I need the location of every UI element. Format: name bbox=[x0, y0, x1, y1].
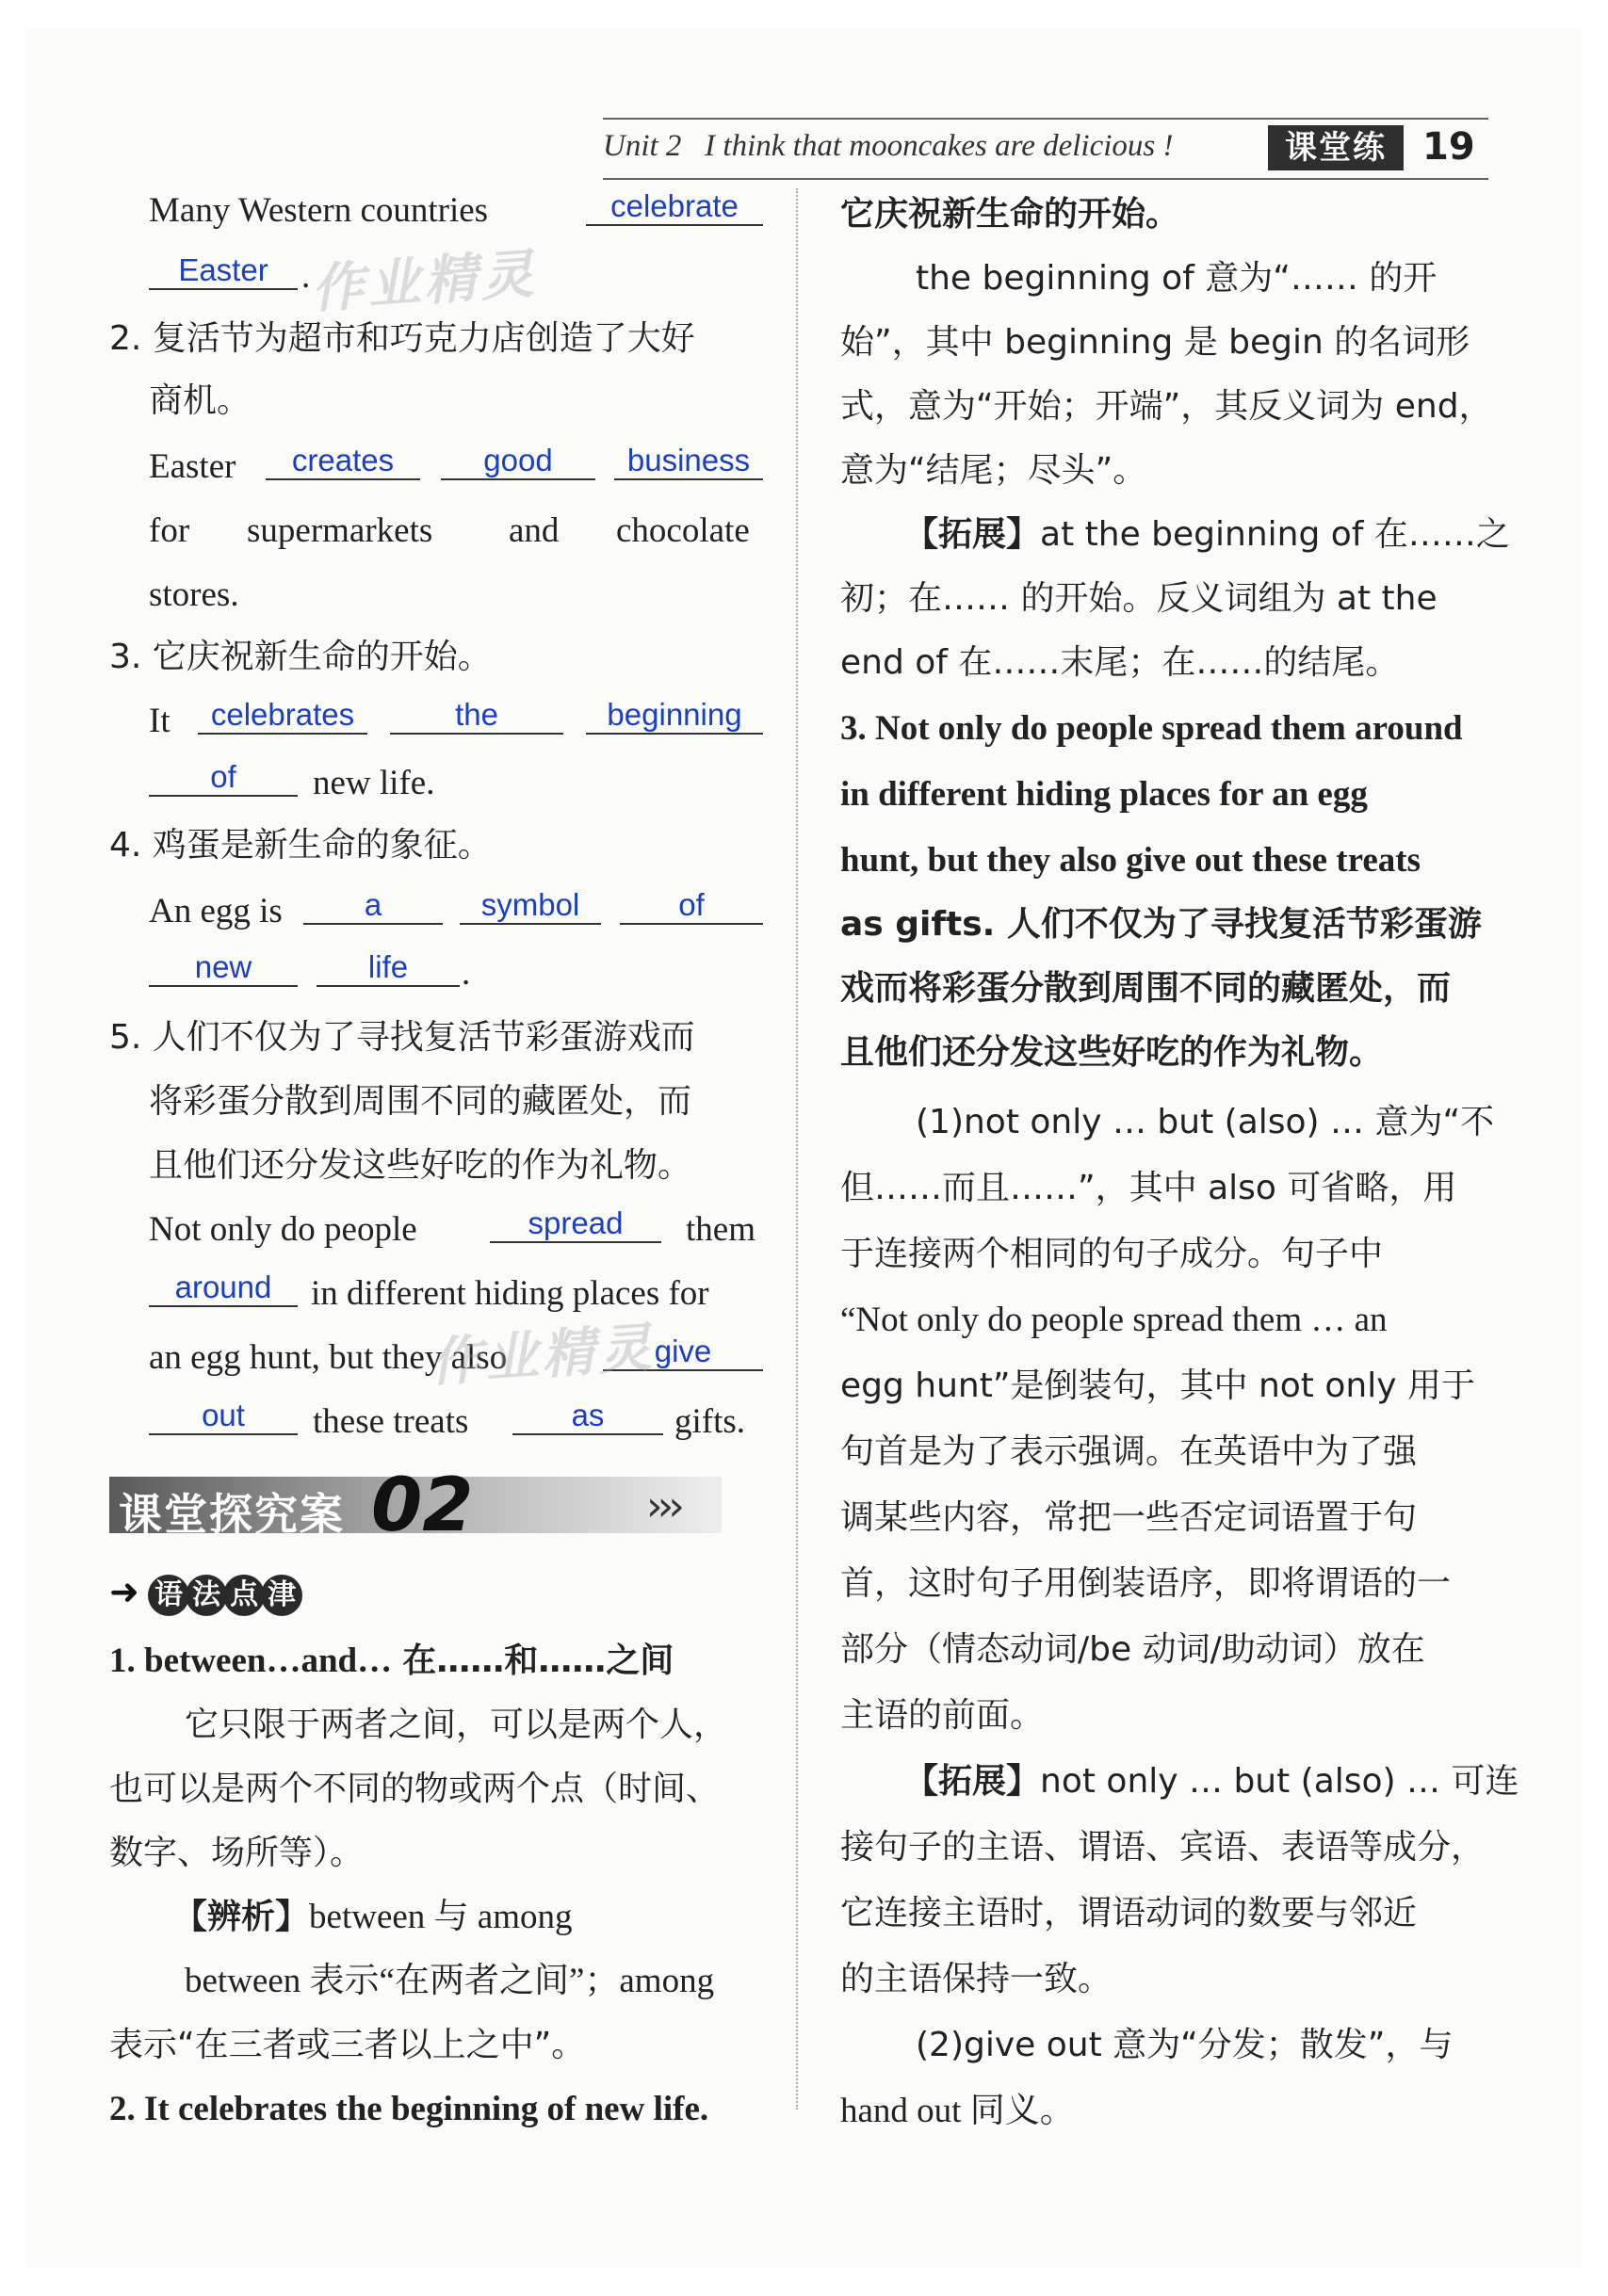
answer-out: out bbox=[149, 1398, 298, 1435]
q5-chinese: 5. 人们不仅为了寻找复活节彩蛋游戏而 bbox=[109, 1018, 695, 1057]
answer-around: around bbox=[149, 1269, 298, 1307]
grammar-1-title bbox=[109, 1641, 674, 1682]
q2-for: for bbox=[149, 511, 190, 550]
right-text: egg hunt”是倒装句，其中 not only 用于 bbox=[840, 1366, 1475, 1405]
watermark-logo: 作业精灵 bbox=[427, 1317, 658, 1395]
q5-different: in different hiding places for bbox=[311, 1274, 709, 1313]
right-text: 但……而且……”，其中 also 可省略，用 bbox=[840, 1169, 1457, 1207]
grammar-char: 法 bbox=[186, 1575, 227, 1616]
answer-easter: Easter bbox=[149, 252, 298, 290]
right-heading: in different hiding places for an egg bbox=[840, 775, 1368, 814]
answer-celebrates: celebrates bbox=[198, 697, 367, 735]
grammar-char: 语 bbox=[148, 1575, 189, 1616]
right-heading: 且他们还分发这些好吃的作为礼物。 bbox=[840, 1033, 1384, 1072]
column-divider bbox=[796, 188, 798, 2110]
answer-symbol: symbol bbox=[460, 887, 601, 925]
q5-gifts: gifts. bbox=[674, 1402, 746, 1441]
extension-label: 【拓展】 bbox=[904, 515, 1041, 554]
q5-chinese-cont: 将彩蛋分散到周围不同的藏匿处，而 bbox=[149, 1082, 692, 1121]
right-text: 它连接主语时，谓语动词的数要与邻近 bbox=[840, 1894, 1418, 1932]
q5-chinese-cont: 且他们还分发这些好吃的作为礼物。 bbox=[149, 1146, 692, 1185]
grammar-char: 点 bbox=[223, 1575, 265, 1616]
right-text: 句首是为了表示强调。在英语中为了强 bbox=[840, 1432, 1418, 1471]
answer-as: as bbox=[512, 1398, 663, 1435]
q5-not-only: Not only do people bbox=[149, 1210, 417, 1249]
header-rule-bottom bbox=[603, 178, 1488, 180]
extension-text: not only … but (also) … 可连 bbox=[1040, 1762, 1519, 1801]
right-text: 初；在…… 的开始。反义词组为 at the bbox=[840, 579, 1437, 618]
right-text: (2)give out 意为“分发；散发”，与 bbox=[916, 2026, 1454, 2064]
grammar-2-title: 2. It celebrates the beginning of new life. bbox=[109, 2090, 709, 2128]
answer-creates: creates bbox=[266, 443, 420, 480]
right-extension bbox=[904, 514, 1510, 556]
q3-new-life: new life. bbox=[313, 764, 435, 802]
grammar-1-text: 数字、场所等）。 bbox=[109, 1834, 365, 1872]
grammar-1-title-zh: 在……和……之间 bbox=[402, 1641, 674, 1680]
answer-beginning: beginning bbox=[586, 697, 763, 735]
right-text: 它庆祝新生命的开始。 bbox=[840, 195, 1180, 234]
answer-give: give bbox=[603, 1334, 763, 1371]
right-text: 首，这时句子用倒装语序，即将谓语的一 bbox=[840, 1564, 1452, 1603]
right-extension bbox=[904, 1761, 1519, 1803]
arrow-right-icon: ➜ bbox=[109, 1571, 139, 1612]
grammar-1-text: 表示“在三者或三者以上之中”。 bbox=[109, 2026, 586, 2064]
grammar-1-text: between 表示“在两者之间”；among bbox=[185, 1962, 715, 2000]
right-text: 调某些内容，常把一些否定词语置于句 bbox=[840, 1498, 1418, 1537]
right-text: 部分（情态动词/be 动词/助动词）放在 bbox=[840, 1630, 1425, 1669]
right-text: 接句子的主语、谓语、宾语、表语等成分， bbox=[840, 1828, 1486, 1867]
section-banner bbox=[109, 1463, 731, 1548]
extension-text: at the beginning of 在……之 bbox=[1040, 515, 1510, 554]
extension-label: 【拓展】 bbox=[904, 1762, 1041, 1801]
q3-it: It bbox=[149, 702, 171, 740]
right-text: 于连接两个相同的句子成分。句子中 bbox=[840, 1235, 1384, 1273]
page-number: 19 bbox=[1422, 125, 1475, 169]
right-text: 意为“结尾；尽头”。 bbox=[840, 451, 1147, 490]
right-text: end of 在……末尾；在……的结尾。 bbox=[840, 643, 1400, 682]
section-number: 02 bbox=[371, 1463, 474, 1548]
q5-these-treats: these treats bbox=[313, 1402, 469, 1441]
q5-an-egg-hunt: an egg hunt, but they also bbox=[149, 1338, 508, 1377]
grammar-1-text: 它只限于两者之间，可以是两个人， bbox=[185, 1706, 728, 1744]
q3-chinese: 3. 它庆祝新生命的开始。 bbox=[109, 638, 492, 676]
q1-line1: Many Western countries bbox=[149, 191, 489, 230]
answer-business: business bbox=[614, 443, 763, 480]
grammar-subheading bbox=[109, 1571, 302, 1616]
answer-a: a bbox=[303, 887, 443, 925]
watermark-logo: 作业精灵 bbox=[309, 243, 540, 321]
right-text: 主语的前面。 bbox=[840, 1696, 1045, 1735]
answer-life: life bbox=[317, 949, 460, 987]
grammar-1-text: 也可以是两个不同的物或两个点（时间、 bbox=[109, 1770, 721, 1808]
chevron-right-icon: ››› bbox=[646, 1482, 679, 1530]
answer-spread: spread bbox=[490, 1205, 661, 1243]
answer-of-2: of bbox=[620, 887, 763, 925]
right-text: hand out 同义。 bbox=[840, 2092, 1075, 2130]
answer-of: of bbox=[149, 759, 298, 797]
grammar-1-analysis bbox=[173, 1897, 573, 1938]
answer-the: the bbox=[390, 697, 563, 735]
answer-celebrate: celebrate bbox=[586, 188, 763, 226]
right-heading: hunt, but they also give out these treats bbox=[840, 841, 1421, 880]
right-text: (1)not only … but (also) … 意为“不 bbox=[916, 1103, 1495, 1141]
period: . bbox=[462, 954, 471, 993]
q2-chinese-cont: 商机。 bbox=[149, 381, 252, 420]
analysis-text: between 与 among bbox=[309, 1898, 573, 1936]
analysis-label: 【辨析】 bbox=[173, 1898, 310, 1936]
q4-an-egg-is: An egg is bbox=[149, 892, 283, 930]
header-title: I think that mooncakes are delicious ! bbox=[705, 129, 1174, 163]
q2-easter: Easter bbox=[149, 447, 236, 486]
right-text: 式，意为“开始；开端”，其反义词为 end， bbox=[840, 387, 1493, 426]
q2-chinese: 2. 复活节为超市和巧克力店创造了大好 bbox=[109, 319, 695, 358]
header-unit-title bbox=[603, 129, 1174, 164]
q5-them: them bbox=[686, 1210, 755, 1249]
q4-chinese: 4. 鸡蛋是新生命的象征。 bbox=[109, 826, 492, 865]
right-heading: 3. Not only do people spread them around bbox=[840, 709, 1463, 748]
right-text: 始”，其中 beginning 是 begin 的名词形 bbox=[840, 323, 1470, 362]
header-unit: Unit 2 bbox=[603, 129, 682, 163]
right-heading: as gifts. 人们不仅为了寻找复活节彩蛋游 bbox=[840, 905, 1482, 944]
q2-stores: stores. bbox=[149, 575, 239, 614]
answer-new: new bbox=[149, 949, 298, 987]
grammar-1-title-en: 1. between…and… bbox=[109, 1641, 393, 1680]
section-title: 课堂探究案 bbox=[119, 1489, 345, 1540]
right-text: 的主语保持一致。 bbox=[840, 1960, 1113, 1998]
answer-good: good bbox=[441, 443, 595, 480]
q2-supermarkets: supermarkets bbox=[247, 511, 433, 550]
right-heading: 戏而将彩蛋分散到周围不同的藏匿处，而 bbox=[840, 969, 1452, 1008]
q2-chocolate: chocolate bbox=[616, 511, 750, 550]
right-text: the beginning of 意为“…… 的开 bbox=[916, 259, 1437, 298]
header-badge: 课堂练 bbox=[1268, 125, 1404, 170]
period: . bbox=[301, 257, 311, 296]
grammar-char: 津 bbox=[261, 1575, 302, 1616]
right-text: “Not only do people spread them … an bbox=[840, 1301, 1388, 1339]
q2-and: and bbox=[509, 511, 560, 550]
header-rule-top bbox=[603, 118, 1488, 120]
